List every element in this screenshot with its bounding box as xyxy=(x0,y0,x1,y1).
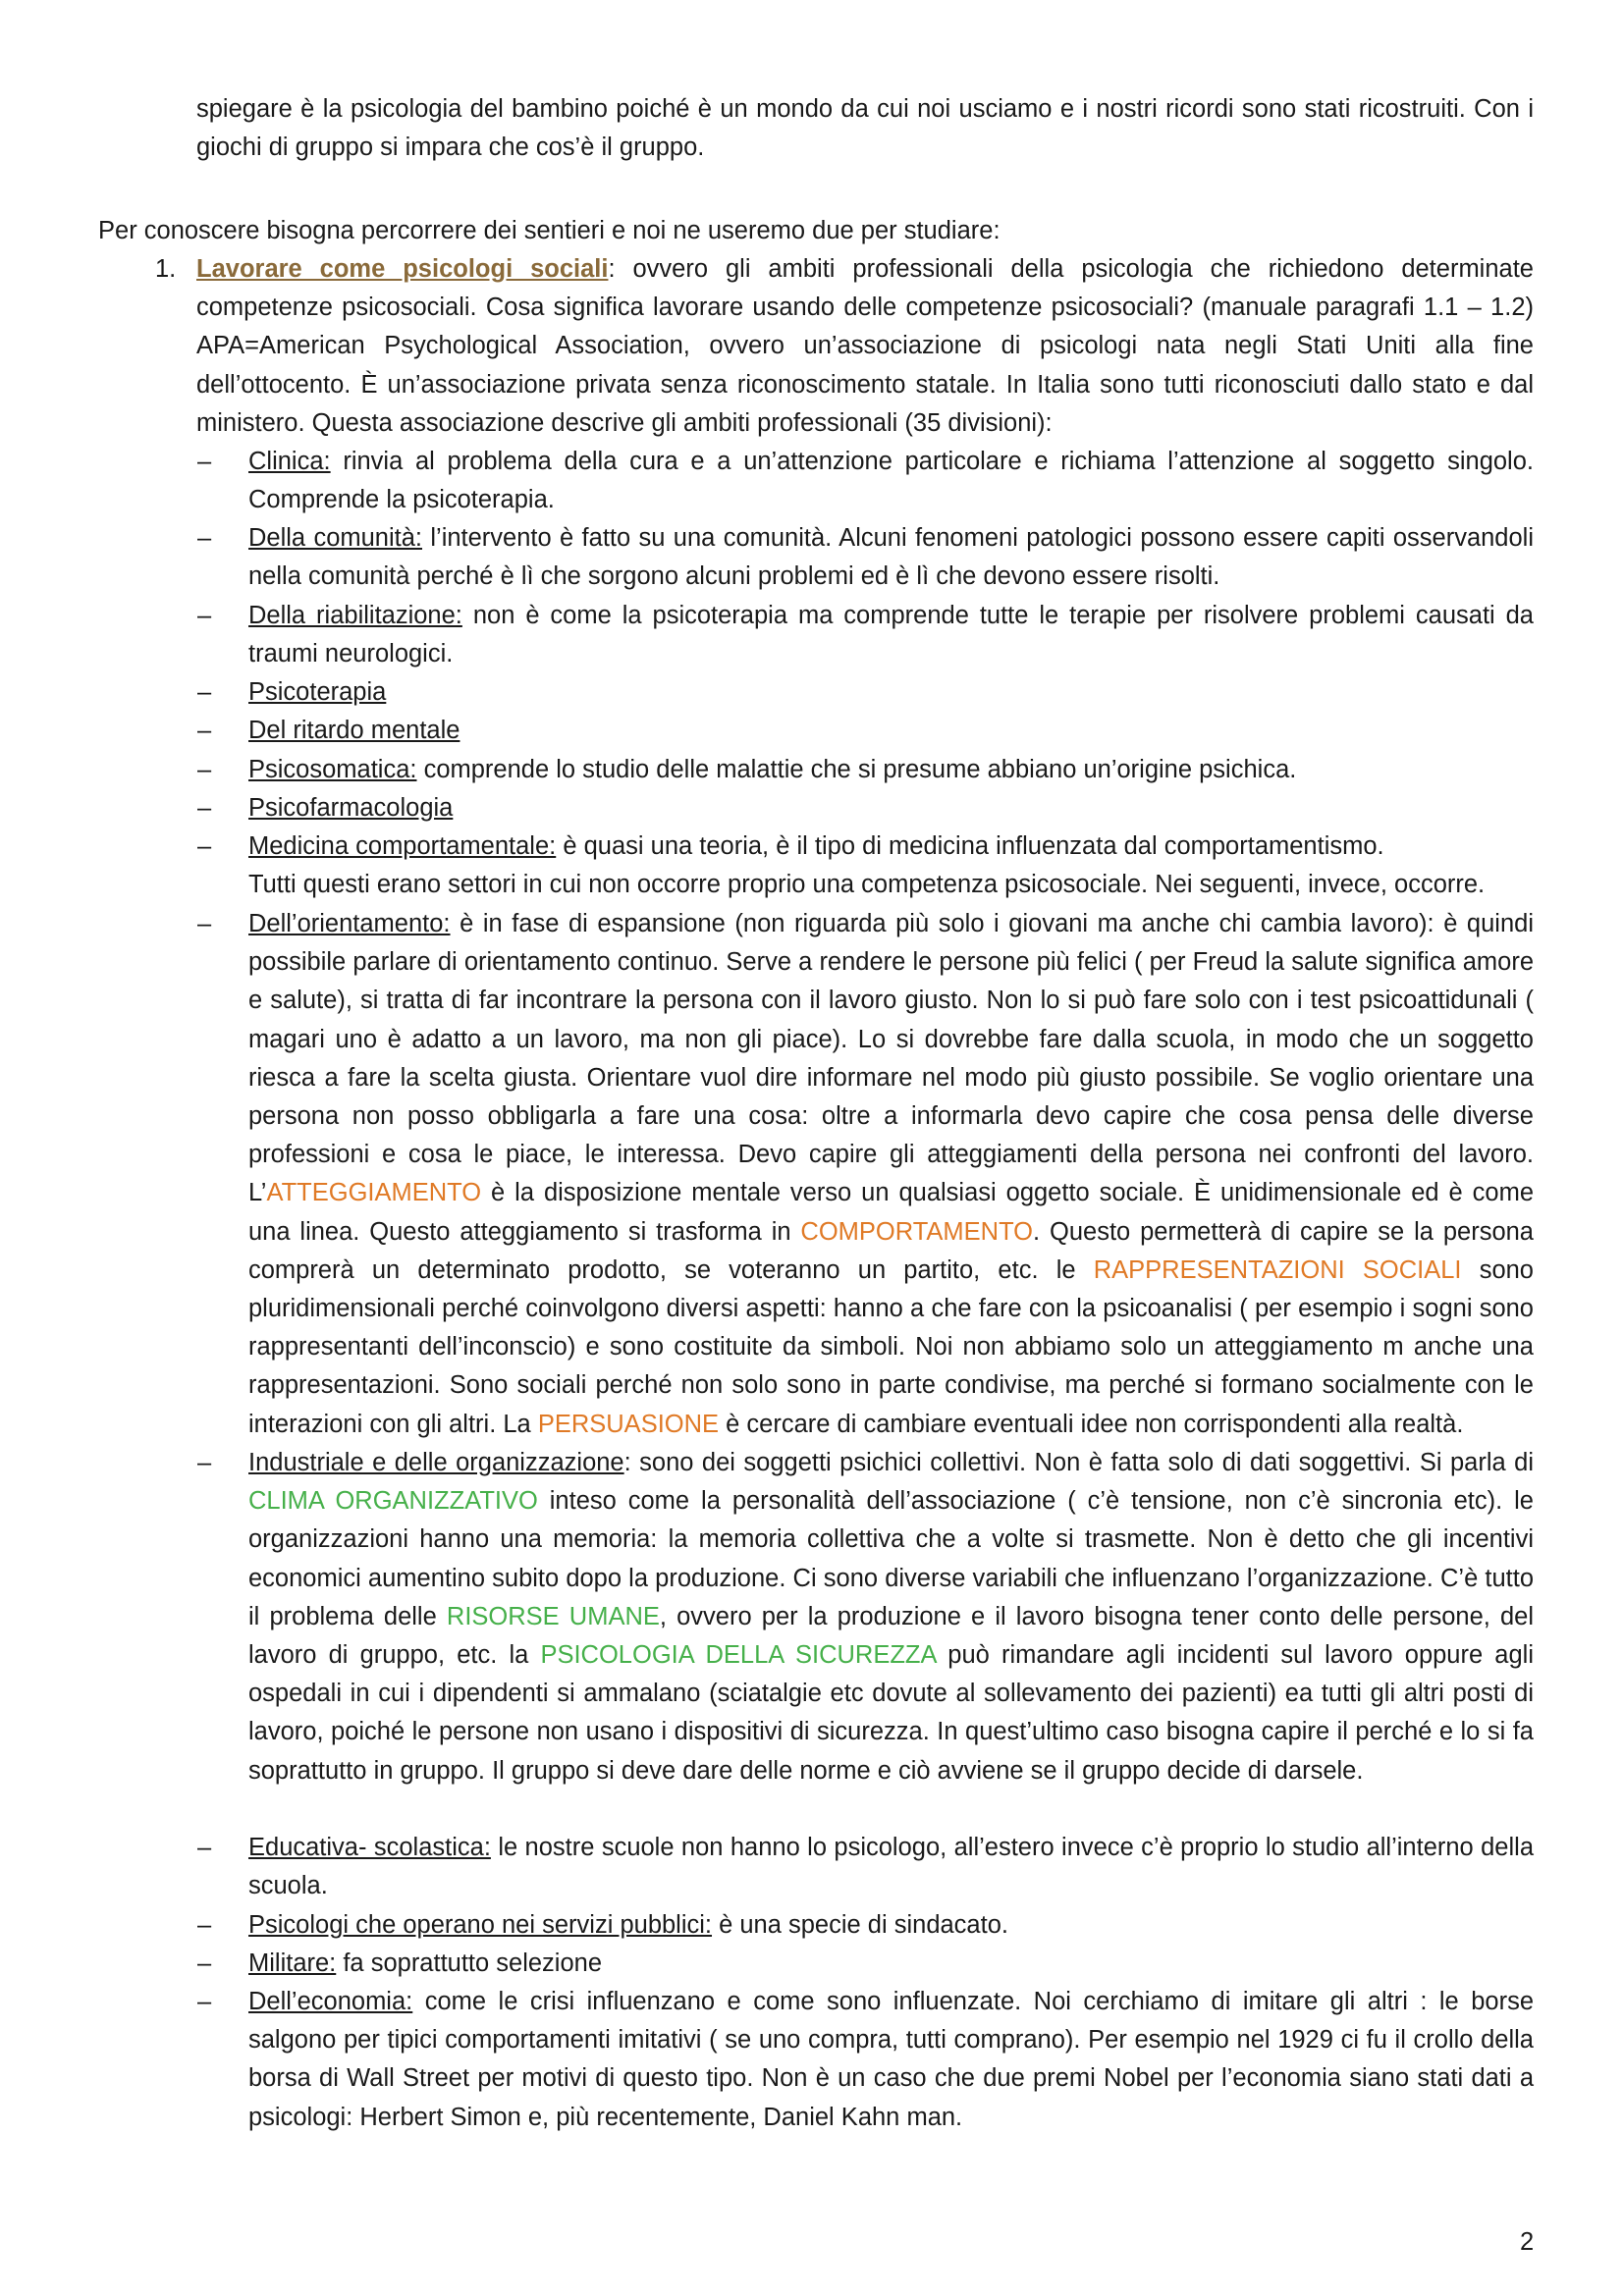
bullet-term: Educativa- scolastica: xyxy=(248,1834,491,1861)
bullet-text: è cercare di cambiare eventuali idee non corrispondenti alla realtà. xyxy=(719,1410,1464,1438)
bullet-orientamento xyxy=(197,905,1534,1444)
bullet-term: Della riabilitazione: xyxy=(248,602,462,629)
bullet-text: non è come la psicoterapia ma comprende tutte le terapie per risolvere problemi causati da traumi neurologici. xyxy=(248,602,1534,668)
transition-paragraph: Tutti questi erano settori in cui non occorre proprio una competenza psicosociale. Nei seguenti, invece, occorre. xyxy=(248,871,1486,898)
lead-paragraph: Per conoscere bisogna percorrere dei sentieri e noi ne useremo due per studiare: xyxy=(98,217,1001,244)
item-number: 1. xyxy=(155,255,177,283)
page-number: 2 xyxy=(1520,2228,1535,2256)
keyword-comportamento: COMPORTAMENTO xyxy=(800,1217,1034,1246)
keyword-risorse-umane: RISORSE UMANE xyxy=(446,1602,660,1630)
bullet-text: comprende lo studio delle malattie che si presume abbiano un’origine psichica. xyxy=(416,756,1297,783)
dash-marker: – xyxy=(197,832,212,860)
bullet-text: fa soprattutto selezione xyxy=(336,1949,603,1977)
dash-marker: – xyxy=(197,910,212,937)
bullet-psicoterapia xyxy=(197,673,1534,712)
bullet-psicofarmacologia xyxy=(197,789,1534,828)
dash-marker: – xyxy=(197,756,212,783)
dash-marker: – xyxy=(197,794,212,822)
bullet-term: Dell’economia: xyxy=(248,1988,413,2015)
bullet-economia xyxy=(197,1983,1534,2137)
bullet-term: Psicosomatica: xyxy=(248,756,417,783)
bullet-militare xyxy=(197,1945,1534,1983)
bullet-term: Industriale e delle organizzazione xyxy=(248,1449,624,1476)
bullet-term: Medicina comportamentale: xyxy=(248,832,557,860)
bullet-text: come le crisi influenzano e come sono influenzate. Noi cerchiamo di imitare gli altri : le borse salgono per tipici comportamenti imitativi ( se uno compra, tutti comprano). Per esempio nel 1929 ci fu il crollo della borsa di Wall Street per motivi di questo tipo. Non è un caso che due premi Nobel per l’economia siano stati dati a psicologi: Herbert Simon e, più recentemente, Daniel Kahn man. xyxy=(248,1988,1534,2131)
bullet-term: Psicologi che operano nei servizi pubblici: xyxy=(248,1911,713,1939)
keyword-persuasione: PERSUASIONE xyxy=(537,1410,720,1438)
dash-marker: – xyxy=(197,1988,212,2015)
bullet-text: le nostre scuole non hanno lo psicologo, all’estero invece c’è proprio lo studio all’interno della scuola. xyxy=(248,1834,1534,1900)
bullet-clinica xyxy=(197,443,1534,519)
dash-marker: – xyxy=(197,1834,212,1861)
keyword-clima-organizzativo: CLIMA ORGANIZZATIVO xyxy=(248,1487,538,1516)
intro-paragraph: spiegare è la psicologia del bambino poiché è un mondo da cui noi usciamo e i nostri ricordi sono stati ricostruiti. Con i giochi di gruppo si impara che cos’è il gruppo. xyxy=(196,95,1534,162)
bullet-term: Del ritardo mentale xyxy=(248,717,460,744)
bullet-term: Clinica: xyxy=(248,448,331,475)
bullet-text: inteso come la personalità dell’associazione ( c’è tensione, non c’è sincronia etc). le organizzazioni hanno una memoria: la memoria collettiva che a volte si trasmette. Non è detto che gli incentivi economici aumentino subito dopo la produzione. Ci sono diverse variabili che influenzano l’organizzazione. C’è tutto il problema delle xyxy=(248,1487,1534,1630)
numbered-item-1 xyxy=(155,250,1534,443)
dash-marker: – xyxy=(197,717,212,744)
bullet-educativa xyxy=(197,1829,1534,1905)
bullet-text: : sono dei soggetti psichici collettivi. Non è fatta solo di dati soggettivi. Si parla di xyxy=(623,1449,1534,1476)
dash-marker: – xyxy=(197,1449,212,1476)
bullet-text: è in fase di espansione (non riguarda più solo i giovani ma anche chi cambia lavoro): è quindi possibile parlare di orientamento continuo. Serve a rendere le persone più felici ( per Freud la salute significa amore e salute), si tratta di far incontrare la persona con il lavoro giusto. Non lo si può fare solo con i test psicoattidunali ( magari uno è adatto a un lavoro, ma non gli piace). Lo si dovrebbe fare dalla scuola, in modo che un soggetto riesca a fare la scelta giusta. Orientare vuol dire informare nel modo più giusto possibile. Se voglio orientare una persona non posso obbligarla a fare una cosa: oltre a informarla devo capire che cosa pensa delle diverse professioni e cosa le piace, le interessa. Devo capire gli atteggiamenti della persona nei confronti del lavoro. L’ xyxy=(248,910,1534,1207)
bullet-term: Militare: xyxy=(248,1949,337,1977)
bullet-text: . Questo permetterà di capire se la persona comprerà un determinato prodotto, se voteranno un partito, etc. le xyxy=(248,1217,1534,1284)
bullet-term: Psicofarmacologia xyxy=(248,794,454,822)
bullet-medicina-comportamentale xyxy=(197,828,1534,866)
dash-marker: – xyxy=(197,1949,212,1977)
bullet-term: Psicoterapia xyxy=(248,678,387,706)
bullet-servizi-pubblici xyxy=(197,1906,1534,1945)
keyword-rappresentazioni-sociali: RAPPRESENTAZIONI SOCIALI xyxy=(1093,1255,1462,1284)
dash-marker: – xyxy=(197,602,212,629)
bullet-text: può rimandare agli incidenti sul lavoro oppure agli ospedali in cui i dipendenti si ammalano (sciatalgie etc dovute al sollevamento dei pazienti) ea tutti gli altri posti di lavoro, poiché le persone non usano i dispositivi di sicurezza. In quest’ultimo caso bisogna capire il perché e lo si fa soprattutto in gruppo. Il gruppo si deve dare delle norme e ciò avviene se il gruppo decide di darsele. xyxy=(248,1641,1534,1785)
bullet-ritardo-mentale xyxy=(197,712,1534,750)
bullet-text: è una specie di sindacato. xyxy=(712,1911,1008,1939)
bullet-text: è quasi una teoria, è il tipo di medicina influenzata dal comportamentismo. xyxy=(556,832,1384,860)
bullet-industriale xyxy=(197,1444,1534,1790)
keyword-atteggiamento: ATTEGGIAMENTO xyxy=(266,1179,482,1207)
bullet-comunita xyxy=(197,519,1535,596)
dash-marker: – xyxy=(197,678,212,706)
bullet-term: Dell’orientamento: xyxy=(248,910,451,937)
bullet-text: rinvia al problema della cura e a un’attenzione particolare e richiama l’attenzione al soggetto singolo. Comprende la psicoterapia. xyxy=(248,448,1534,514)
bullet-text: l’intervento è fatto su una comunità. Alcuni fenomeni patologici possono essere capiti osservandoli nella comunità perché è lì che sorgono alcuni problemi ed è lì che devono essere risolti. xyxy=(248,524,1535,591)
bullet-text: , ovvero per la produzione e il lavoro bisogna tener conto delle persone, del lavoro di gruppo, etc. la xyxy=(248,1602,1534,1670)
dash-marker: – xyxy=(197,1911,212,1939)
keyword-psicologia-sicurezza: PSICOLOGIA DELLA SICUREZZA xyxy=(540,1641,937,1670)
bullet-riabilitazione xyxy=(197,597,1534,673)
item-title: Lavorare come psicologi sociali xyxy=(196,255,609,283)
bullet-term: Della comunità: xyxy=(248,524,423,552)
bullet-text: sono pluridimensionali perché coinvolgono diversi aspetti: hanno a che fare con la psicoanalisi ( per esempio i sogni sono rappresentanti dell’inconscio) e sono costituite da simboli. Noi non abbiamo solo un atteggiamento m anche una rappresentazioni. Sono sociali perché non solo sono in parte condivise, ma perché si formano socialmente con le interazioni con gli altri. La xyxy=(248,1255,1534,1438)
dash-marker: – xyxy=(197,524,212,552)
item-text: : ovvero gli ambiti professionali della psicologia che richiedono determinate competenze psicosociali. Cosa significa lavorare usando delle competenze psicosociali? (manuale paragrafi 1.1 – 1.2) APA=American Psychological Association, ovvero un’associazione di psicologi nata negli Stati Uniti alla fine dell’ottocento. È un’associazione privata senza riconoscimento statale. In Italia sono tutti riconosciuti dallo stato e dal ministero. Questa associazione descrive gli ambiti professionali (35 divisioni): xyxy=(196,255,1534,437)
bullet-psicosomatica xyxy=(197,751,1534,789)
dash-marker: – xyxy=(197,448,212,475)
bullet-text: è la disposizione mentale verso un qualsiasi oggetto sociale. È unidimensionale ed è come una linea. Questo atteggiamento si trasforma in xyxy=(248,1179,1534,1246)
